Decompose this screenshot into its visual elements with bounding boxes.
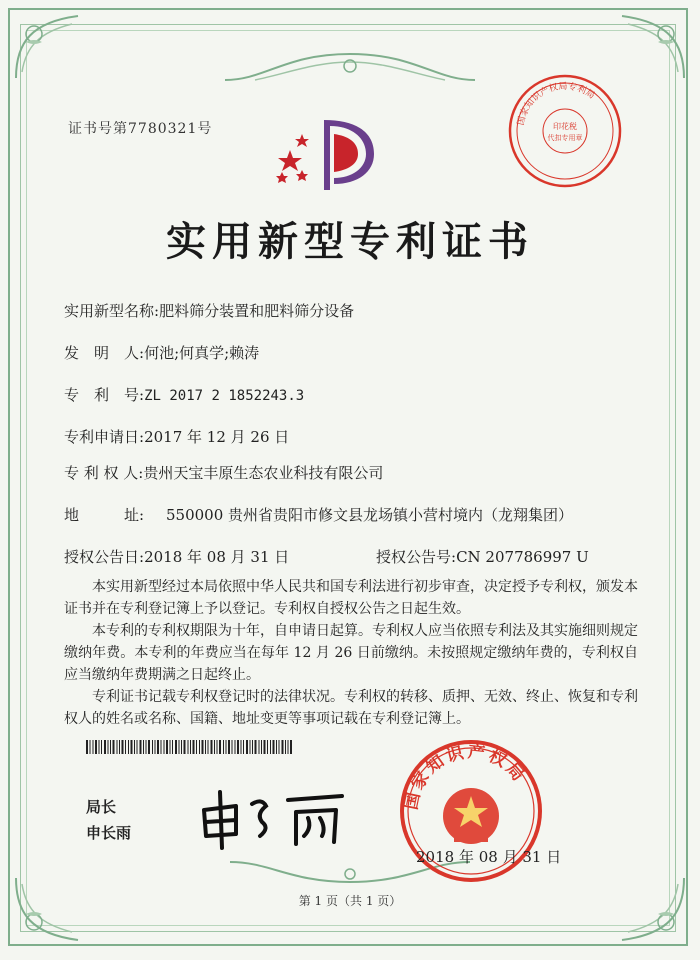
field-grant-number — [376, 546, 589, 567]
field-value: 肥料筛分装置和肥料筛分设备 — [159, 302, 355, 320]
field-label: 发 明 人: — [64, 344, 145, 362]
signer-title: 局长 — [86, 798, 117, 816]
field-label: 授权公告日: — [64, 548, 145, 566]
field-grant-date — [64, 546, 289, 567]
barcode-icon — [86, 740, 292, 754]
field-filing-date — [64, 426, 289, 447]
svg-text:国家知识产权局专利局 — [515, 80, 597, 126]
seal-date: 2018 年 08 月 31 日 — [416, 848, 562, 866]
certificate-body — [64, 576, 638, 730]
field-label: 专利申请日: — [64, 428, 145, 446]
top-ornament-icon — [225, 50, 475, 84]
field-value: 贵州天宝丰原生态农业科技有限公司 — [143, 464, 384, 482]
field-label: 专 利 号: — [64, 386, 145, 404]
field-address — [64, 504, 624, 525]
field-inventor — [64, 342, 259, 363]
field-utility-name — [64, 300, 354, 321]
field-label: 授权公告号: — [376, 548, 457, 566]
certificate-number: 证书号第7780321号 — [68, 121, 213, 137]
field-patentee — [64, 462, 383, 483]
field-label: 专 利 权 人: — [64, 464, 144, 482]
field-value: ZL 2017 2 1852243.3 — [144, 388, 305, 404]
field-value: CN 207786997 U — [456, 548, 589, 566]
field-value: 550000 贵州省贵阳市修文县龙场镇小营村境内（龙翔集团） — [166, 506, 574, 524]
corner-ornament-icon — [618, 874, 688, 944]
body-paragraph-2: 本专利的专利权期限为十年，自申请日起算。专利权人应当依照专利法及其实施细则规定缴纳年费。本专利的年费应当在每年 12 月 26 日前缴纳。未按照规定缴纳年费的，专利权自应当缴纳年费期满之日起终止。 — [64, 623, 638, 683]
tax-stamp-ring-text: 国家知识产权局专利局 — [516, 81, 597, 127]
corner-ornament-icon — [12, 874, 82, 944]
field-value: 何池;何真学;赖涛 — [144, 344, 260, 362]
body-paragraph-1: 本实用新型经过本局依照中华人民共和国专利法进行初步审查，决定授予专利权，颁发本证书并在专利登记簿上予以登记。专利权自授权公告之日起生效。 — [64, 579, 638, 617]
tax-stamp-line-1: 印花税 — [553, 122, 577, 131]
body-paragraph-3: 专利证书记载专利权登记时的法律状况。专利权的转移、质押、无效、终止、恢复和专利权人的姓名或名称、国籍、地址变更等事项记载在专利登记簿上。 — [64, 689, 638, 727]
field-patent-number — [64, 384, 304, 405]
field-label: 地 址: — [64, 506, 145, 524]
page-footer: 第 1 页（共 1 页） — [298, 894, 402, 908]
field-label: 实用新型名称: — [64, 302, 160, 320]
certificate-title: 实用新型专利证书 — [166, 218, 534, 265]
corner-ornament-icon — [12, 12, 82, 82]
field-value: 2017 年 12 月 26 日 — [144, 428, 290, 446]
tax-stamp-icon — [506, 72, 624, 190]
tax-stamp-line-2: 代扣专用章 — [547, 134, 583, 142]
signer-name: 申长雨 — [86, 824, 132, 842]
handwritten-signature-icon — [196, 782, 346, 852]
seal-ring-text: 国家知识产权局 — [401, 741, 530, 812]
corner-ornament-icon — [618, 12, 688, 82]
field-value: 2018 年 08 月 31 日 — [144, 548, 290, 566]
cnipa-logo-icon — [272, 110, 402, 194]
